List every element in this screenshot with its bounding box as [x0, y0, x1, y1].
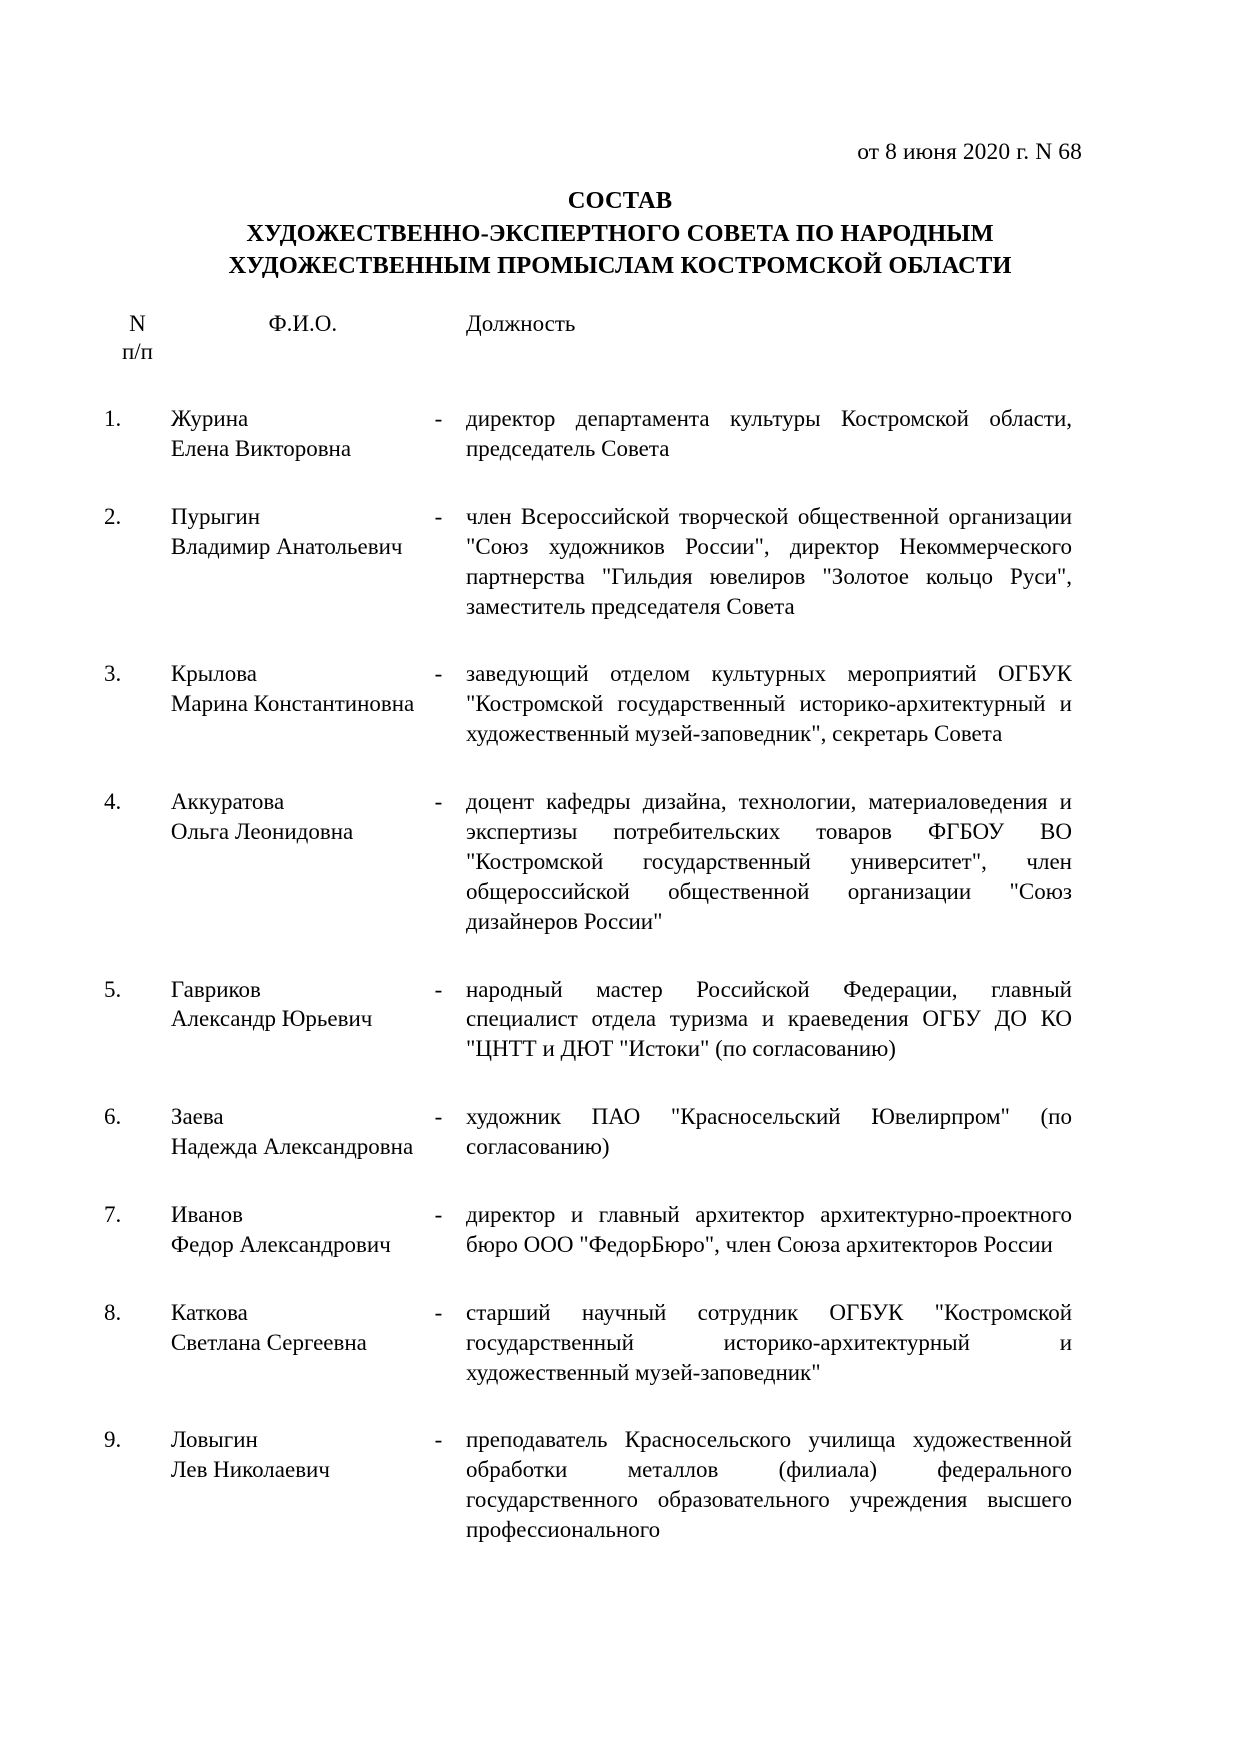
member-position [466, 1200, 1072, 1260]
member-given-name: Федор Александрович [170, 1231, 391, 1257]
member-position-text: член Всероссийской творческой общественной организации "Союз художников России", директор Некоммерческого партнерства "Гильдия ювелиров "Золотое кольцо Руси", заместитель председателя Совета [466, 503, 1072, 619]
row-number: 8. [104, 1299, 122, 1325]
row-number: 4. [104, 789, 122, 815]
row-number: 5. [104, 976, 122, 1002]
row-dash-separator: - [434, 1299, 443, 1325]
table-row [104, 1425, 1072, 1545]
column-header-position: Должность [466, 311, 576, 336]
title-line-1: СОСТАВ [567, 187, 673, 214]
member-name [171, 1200, 435, 1260]
member-surname: Заева [170, 1104, 224, 1130]
member-position [466, 1425, 1072, 1545]
column-header-number-line2: п/п [121, 339, 153, 365]
member-surname: Иванов [170, 1202, 243, 1228]
row-number: 7. [104, 1202, 122, 1228]
table-row-spacer [104, 464, 1072, 502]
member-surname: Гавриков [170, 976, 261, 1002]
table-row-spacer-cell [104, 749, 1072, 787]
row-dash-separator: - [434, 1104, 443, 1130]
member-position-text: доцент кафедры дизайна, технологии, материаловедения и экспертизы потребительских товаров ФГБОУ ВО "Костромской государственный университет", член общероссийской общественной организации "Союз дизайнеров России" [466, 789, 1072, 934]
member-position-text: заведующий отделом культурных мероприятий ОГБУК "Костромской государственный историко-архитектурный и художественный музей-заповедник", секретарь Совета [466, 661, 1072, 747]
document-reference: от 8 июня 2020 г. N 68 [857, 139, 1082, 165]
table-row-spacer [104, 749, 1072, 787]
member-name [171, 975, 435, 1065]
row-dash-separator: - [434, 661, 443, 687]
member-position [466, 787, 1072, 936]
table-row [104, 1200, 1072, 1260]
row-number: 3. [104, 661, 122, 687]
member-surname: Журина [170, 406, 249, 432]
column-header-dash-spacer [435, 310, 466, 366]
row-dash-separator: - [434, 976, 443, 1002]
member-position [466, 659, 1072, 749]
table-row-spacer [104, 937, 1072, 975]
member-position-text: директор департамента культуры Костромской области, председатель Совета [466, 406, 1072, 461]
table-row-spacer [104, 1387, 1072, 1425]
member-name [171, 1102, 435, 1162]
member-position [466, 404, 1072, 464]
member-given-name: Ольга Леонидовна [170, 819, 354, 844]
table-row-spacer [104, 1162, 1072, 1200]
table-row-spacer-cell [104, 1162, 1072, 1200]
table-row-spacer [104, 621, 1072, 659]
member-position-text: преподаватель Красносельского училища художественной обработки металлов (филиала) федерального государственного образовательного учреждения высшего профессионального [466, 1427, 1072, 1543]
table-row [104, 975, 1072, 1065]
member-given-name: Светлана Сергеевна [170, 1329, 367, 1355]
member-position-text: народный мастер Российской Федерации, главный специалист отдела туризма и краеведения ОГБУ ДО КО "ЦНТТ и ДЮТ "Истоки" (по согласованию) [466, 976, 1072, 1062]
table-row-spacer [104, 366, 1072, 404]
member-position [466, 502, 1072, 622]
table-body [104, 366, 1072, 1545]
table-row-spacer [104, 1260, 1072, 1298]
member-name [171, 1298, 435, 1388]
table-row [104, 1298, 1072, 1388]
table-row [104, 404, 1072, 464]
title-line-3: ХУДОЖЕСТВЕННЫМ ПРОМЫСЛАМ КОСТРОМСКОЙ ОБЛАСТИ [228, 252, 1012, 280]
column-header-name: Ф.И.О. [268, 311, 338, 336]
member-name [171, 502, 435, 622]
member-position [466, 1298, 1072, 1388]
member-given-name: Марина Константиновна [170, 691, 415, 717]
row-number: 1. [104, 406, 122, 432]
member-name [171, 404, 435, 464]
column-header-number [104, 310, 171, 366]
member-given-name: Александр Юрьевич [170, 1006, 373, 1032]
table-row [104, 1102, 1072, 1162]
member-given-name: Владимир Анатольевич [170, 533, 403, 559]
row-number: 2. [104, 503, 122, 529]
column-header-number-line1: N [129, 311, 146, 336]
row-number: 6. [104, 1104, 122, 1130]
row-dash-separator: - [434, 789, 443, 815]
table-row [104, 659, 1072, 749]
row-dash-separator: - [434, 503, 443, 529]
document-title [150, 185, 1090, 283]
member-given-name: Надежда Александровна [170, 1134, 414, 1160]
table-row-spacer-cell [104, 1064, 1072, 1102]
member-position [466, 1102, 1072, 1162]
table-row-spacer-cell [104, 464, 1072, 502]
table-row-spacer-cell [104, 937, 1072, 975]
table-row-spacer-cell [104, 366, 1072, 404]
member-given-name: Елена Викторовна [170, 435, 352, 461]
member-surname: Крылова [170, 661, 257, 687]
member-name [171, 1425, 435, 1545]
row-number: 9. [104, 1427, 122, 1453]
member-surname: Аккуратова [170, 789, 285, 815]
title-line-2: ХУДОЖЕСТВЕННО-ЭКСПЕРТНОГО СОВЕТА ПО НАРОДНЫМ [246, 219, 994, 247]
row-dash-separator: - [434, 406, 443, 432]
table-header [104, 310, 1072, 366]
table-row-spacer-cell [104, 1260, 1072, 1298]
row-dash-separator: - [434, 1202, 443, 1228]
member-surname: Каткова [170, 1299, 248, 1325]
table-row [104, 502, 1072, 622]
table-row-spacer [104, 1064, 1072, 1102]
member-position-text: старший научный сотрудник ОГБУК "Костромской государственный историко-архитектурный и художественный музей-заповедник" [466, 1299, 1072, 1385]
table-row-spacer-cell [104, 621, 1072, 659]
member-surname: Пурыгин [170, 503, 261, 529]
member-given-name: Лев Николаевич [170, 1457, 330, 1483]
member-name [171, 787, 435, 936]
council-members-table [104, 310, 1072, 1545]
member-name [171, 659, 435, 749]
member-position-text: директор и главный архитектор архитектурно-проектного бюро ООО "ФедорБюро", член Союза архитекторов России [466, 1202, 1072, 1257]
table-row-spacer-cell [104, 1387, 1072, 1425]
row-dash-separator: - [434, 1427, 443, 1453]
member-surname: Ловыгин [170, 1427, 258, 1453]
table-row [104, 787, 1072, 936]
member-position [466, 975, 1072, 1065]
member-position-text: художник ПАО "Красносельский Ювелирпром" (по согласованию) [466, 1104, 1072, 1160]
